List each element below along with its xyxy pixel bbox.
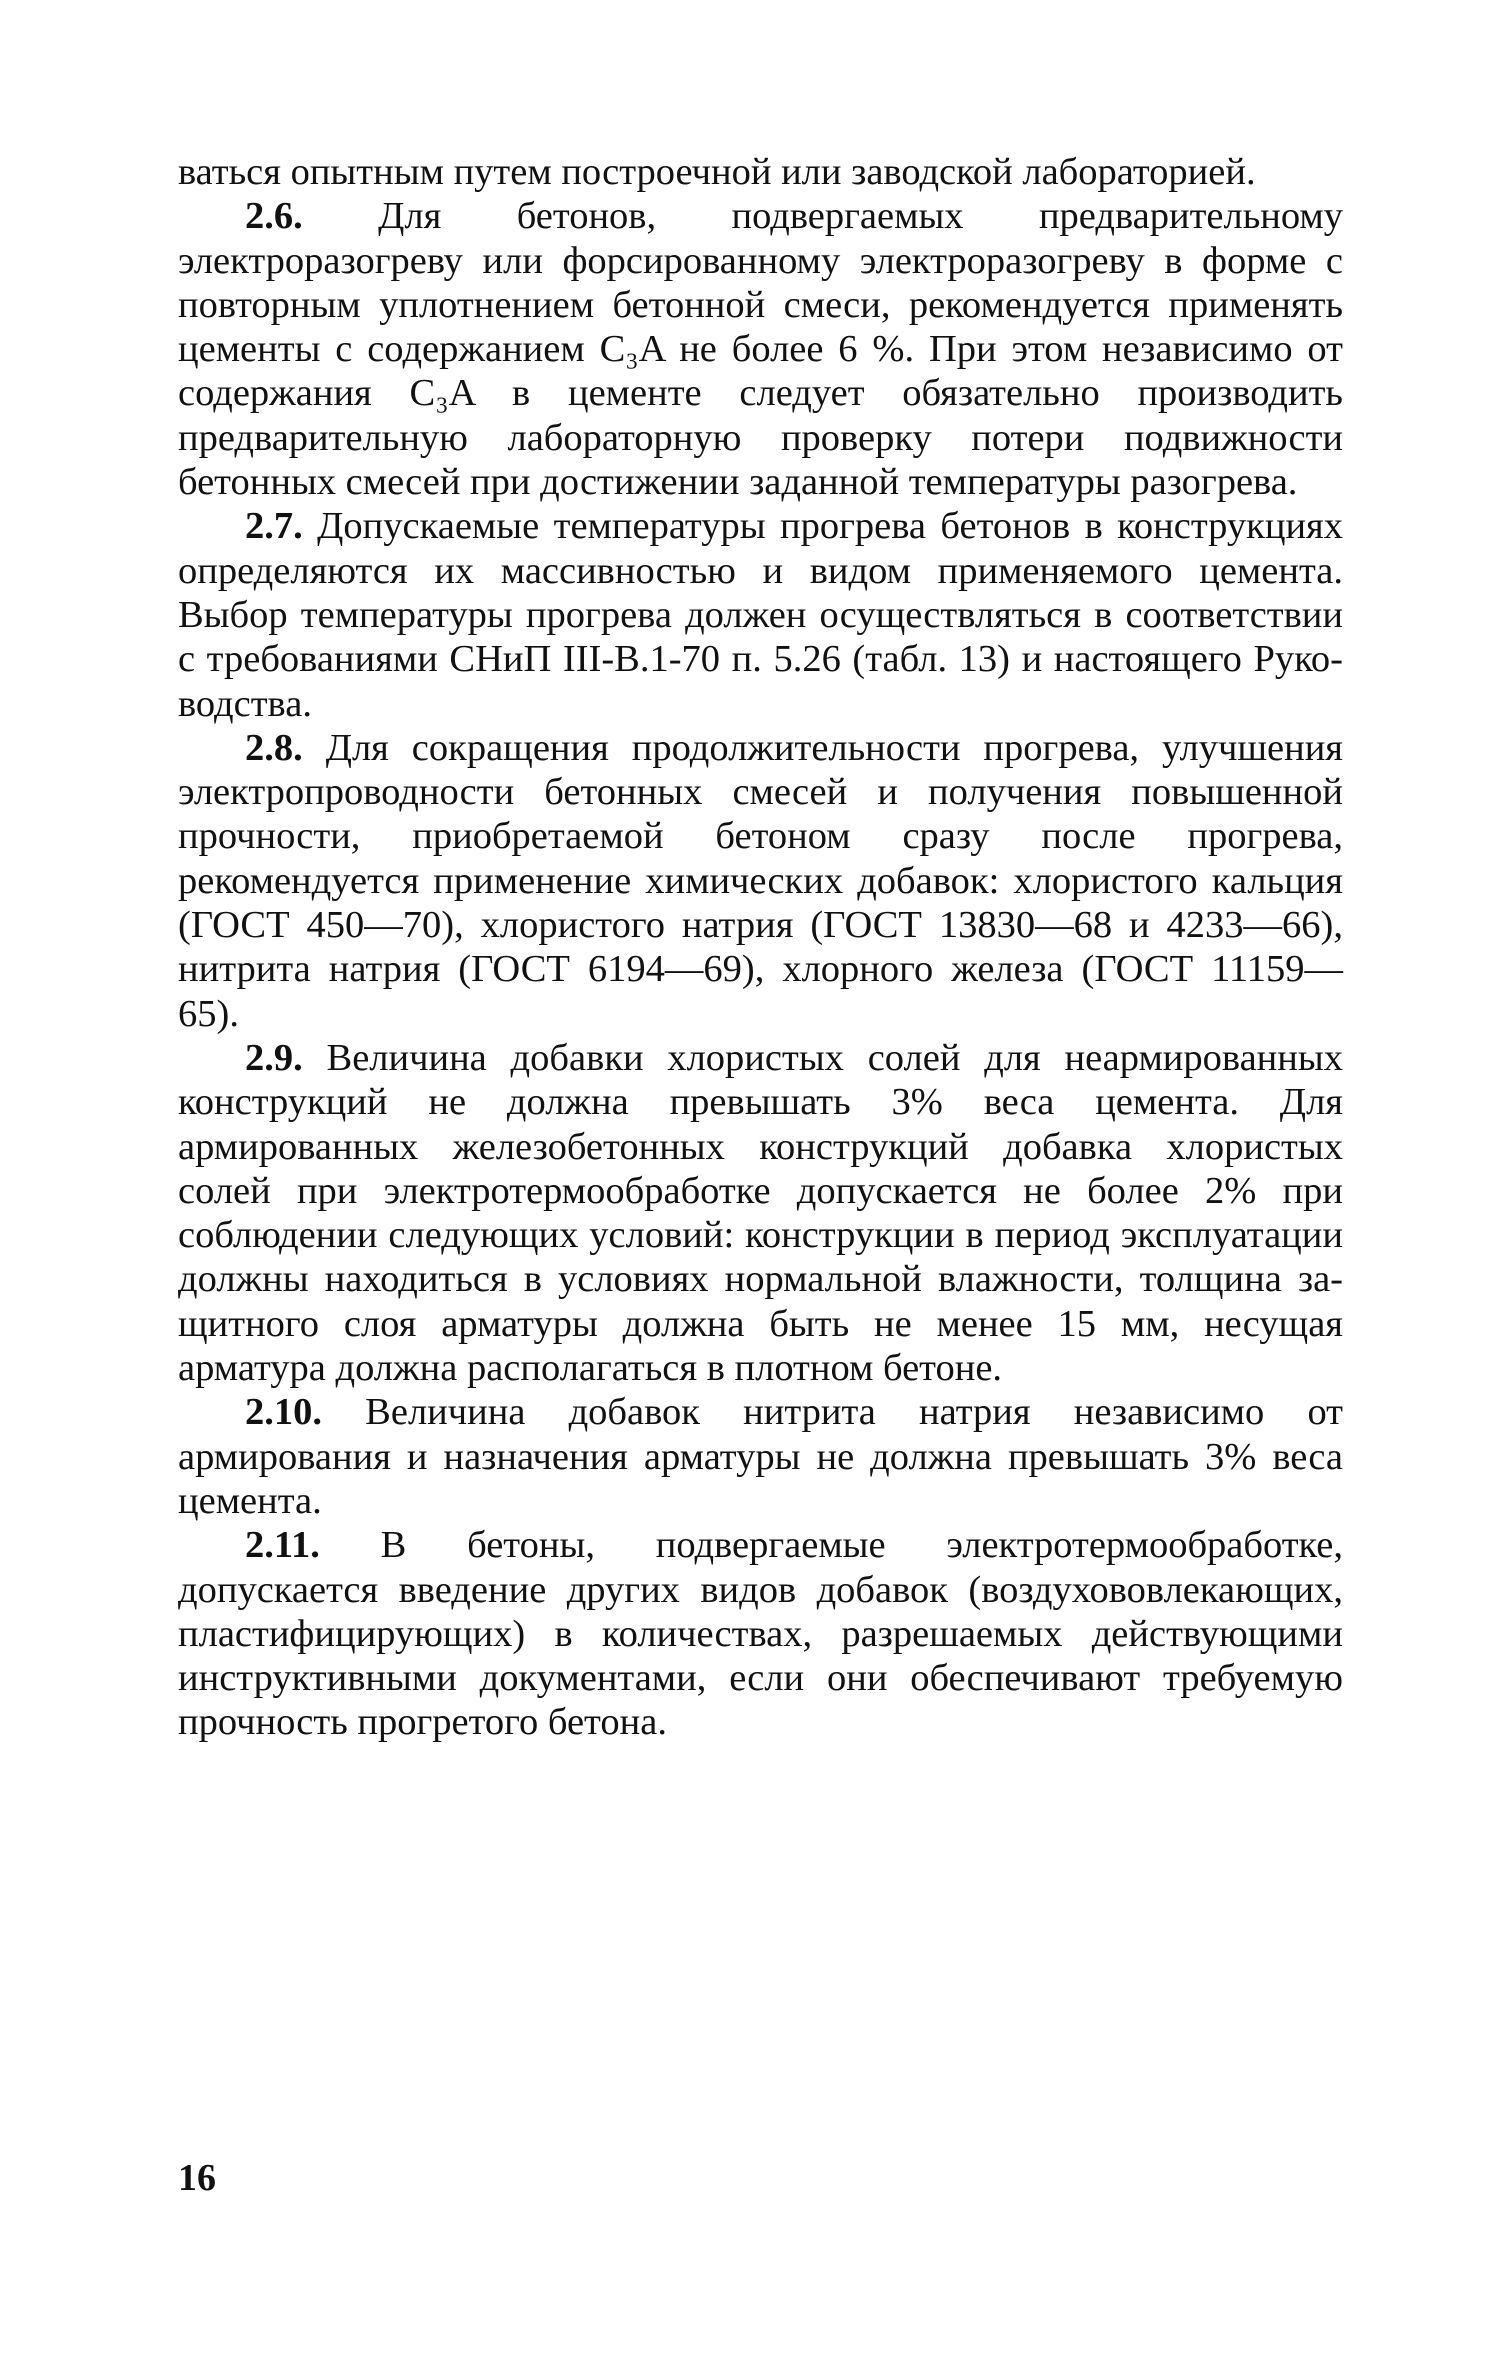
paragraph-continuation [178, 150, 1343, 194]
paragraph-text: ваться опытным путем построечной или заводской лабораторией. [178, 151, 1256, 193]
page-number: 16 [178, 2157, 216, 2199]
paragraph-2-6 [178, 194, 1343, 504]
paragraph-2-9 [178, 1036, 1343, 1390]
paragraph-2-11 [178, 1523, 1343, 1744]
document-body [178, 150, 1343, 1745]
paragraph-text: Допускаемые температуры прогрева бетонов в конструкциях определяются их массивностью и видом применяемого цемента. Выбор температуры прогрева должен осуществляться в соответствии с требованиями СНиП III-В.1-70 п. 5.26 (табл. 13) и настоящего Руководства. [178, 505, 1344, 725]
paragraph-number: 2.11. [245, 1524, 320, 1567]
paragraph-number: 2.6. [245, 195, 303, 238]
paragraph-2-10 [178, 1390, 1343, 1523]
paragraph-text: Для сокращения продолжительности прогрева, улучшения электропроводности бетонных смесей и получения повышенной прочности, приобретаемой бетоном сразу после прогрева, рекомендуется применение химических добавок: хлористого кальция (ГОСТ 450—70), хлористого натрия (ГОСТ 13830—68 и 4233—66), нитрита натрия (ГОСТ 6194—69), хлорного железа (ГОСТ 11159—65). [178, 726, 1344, 1035]
paragraph-2-7 [178, 504, 1343, 725]
paragraph-text: Величина добавок нитрита натрия независимо от армирования и назначения арматуры не должна превышать 3% веса цемента. [178, 1391, 1344, 1522]
paragraph-text: Для бетонов, подвергаемых предварительному электроразогреву или форсированному электроразогреву в форме с повторным уплотнением бетонной смеси, рекомендуется применять цементы с содержанием C₃A не более 6 %. При этом независимо от содержания C₃A в цементе следует обязательно производить предварительную лабораторную проверку потери подвижности бетонных смесей при достижении заданной температуры разогрева. [178, 195, 1344, 504]
paragraph-text: В бетоны, подвергаемые электротермообработке, допускается введение других видов добавок (воздухововлекающих, пластифицирующих) в количествах, разрешаемых действующими инструктивными документами, если они обеспечивают требуемую прочность прогретого бетона. [178, 1524, 1344, 1744]
paragraph-number: 2.10. [245, 1391, 322, 1434]
paragraph-number: 2.9. [245, 1036, 303, 1079]
paragraph-number: 2.7. [245, 505, 303, 548]
paragraph-text: Величина добавки хлористых солей для неармированных конструкций не должна превышать 3% веса цемента. Для армированных железобетонных конструкций добавка хлористых солей при электротермообработке допускается не более 2% при соблюдении следующих условий: конструкции в период эксплуатации должны находиться в условиях нормальной влажности, толщина защитного слоя арматуры должна быть не менее 15 мм, несущая арматура должна располагаться в плотном бетоне. [178, 1036, 1343, 1390]
paragraph-2-8 [178, 726, 1343, 1036]
paragraph-number: 2.8. [245, 726, 303, 769]
